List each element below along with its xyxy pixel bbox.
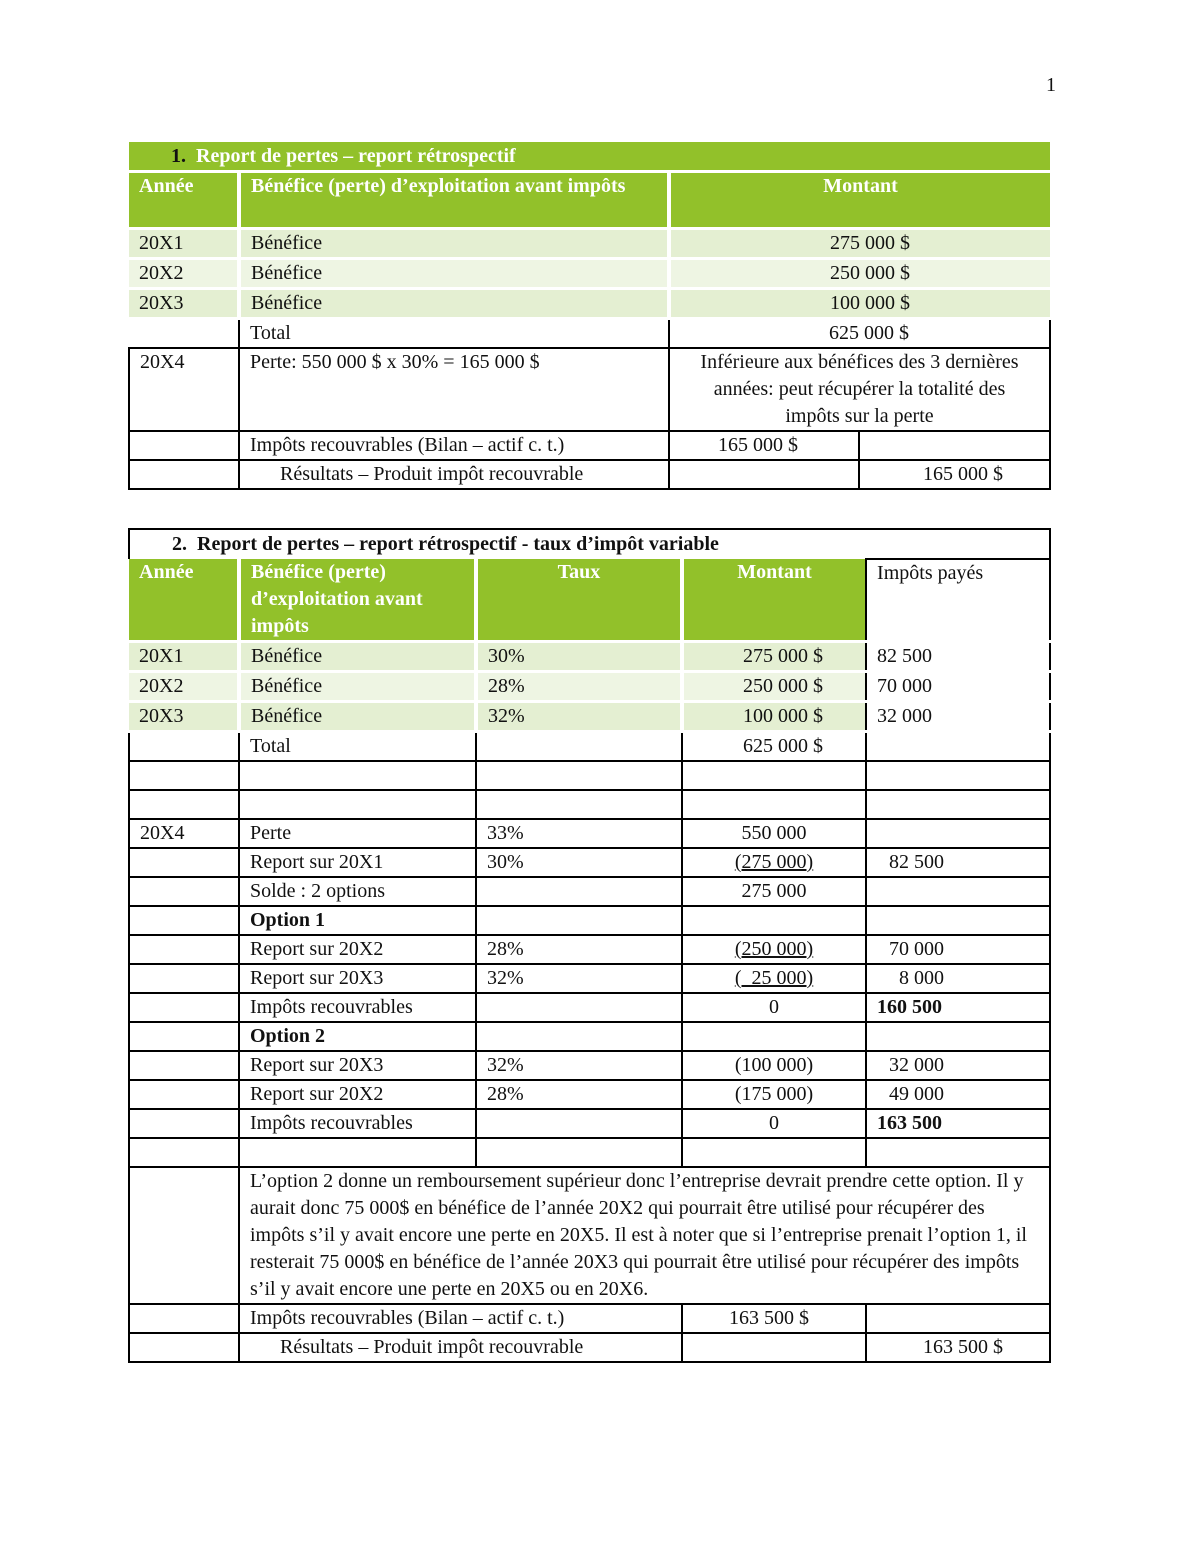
conclusion-row bbox=[129, 1167, 1050, 1304]
table-row: 20X3 Bénéfice 32% 100 000 $ 32 000 bbox=[129, 702, 1050, 732]
header-description: Bénéfice (perte) d’exploitation avant impôts bbox=[239, 172, 669, 229]
header-rate: Taux bbox=[476, 559, 682, 642]
calc-row: Report sur 20X1 30% (275 000) 82 500 bbox=[129, 848, 1050, 877]
header-amount: Montant bbox=[669, 172, 1050, 229]
loss-row: 20X4 Perte: 550 000 $ x 30% = 165 000 $ Inférieure aux bénéfices des 3 dernières années: peut récupérer la totalité des impôts sur la perte bbox=[129, 348, 1050, 431]
conclusion-text: L’option 2 donne un remboursement supérieur donc l’entreprise devrait prendre cette option. Il y aurait donc 75 000$ en bénéfice de l’année 20X2 qui pourrait être utilisé pour récupérer des impôts s’il y avait encore une perte en 20X5. Il est à noter que si l’entreprise prenait l’option 1, il resterait 75 000$ en bénéfice de l’année 20X3 qui pourrait être utilisé pour récupérer des impôts s’il y avait encore une perte en 20X5 ou en 20X6. bbox=[239, 1167, 1050, 1304]
recoverable-row: Impôts recouvrables (Bilan – actif c. t.) 163 500 $ bbox=[129, 1304, 1050, 1333]
result-row: Résultats – Produit impôt recouvrable 165 000 $ bbox=[129, 460, 1050, 489]
header-description: Bénéfice (perte) d’exploitation avant impôts bbox=[239, 559, 476, 642]
table-row: 20X2 Bénéfice 250 000 $ bbox=[129, 259, 1050, 289]
header-taxes-paid: Impôts payés bbox=[866, 559, 1050, 642]
calc-row: Report sur 20X3 32% ( 25 000) 8 000 bbox=[129, 964, 1050, 993]
empty-row bbox=[129, 761, 1050, 790]
total-row: Total 625 000 $ bbox=[129, 319, 1050, 349]
calc-row: Report sur 20X3 32% (100 000) 32 000 bbox=[129, 1051, 1050, 1080]
table-row: 20X1 Bénéfice 30% 275 000 $ 82 500 bbox=[129, 642, 1050, 672]
recoverable-row: Impôts recouvrables (Bilan – actif c. t.) 165 000 $ bbox=[129, 431, 1050, 460]
calc-row: Solde : 2 options 275 000 bbox=[129, 877, 1050, 906]
table-title: 1. Report de pertes – report rétrospectif bbox=[129, 142, 1050, 172]
page-number: 1 bbox=[1046, 74, 1056, 96]
calc-row: Report sur 20X2 28% (250 000) 70 000 bbox=[129, 935, 1050, 964]
header-amount: Montant bbox=[682, 559, 866, 642]
table-row: 20X3 Bénéfice 100 000 $ bbox=[129, 289, 1050, 319]
table-title: 2. Report de pertes – report rétrospectif - taux d’impôt variable bbox=[129, 529, 866, 559]
table-row: 20X2 Bénéfice 28% 250 000 $ 70 000 bbox=[129, 672, 1050, 702]
calc-row: Report sur 20X2 28% (175 000) 49 000 bbox=[129, 1080, 1050, 1109]
calc-row: Option 2 bbox=[129, 1022, 1050, 1051]
table-title-row bbox=[129, 142, 1050, 172]
header-row bbox=[129, 172, 1050, 229]
loss-carryback-table bbox=[128, 142, 1051, 490]
result-row: Résultats – Produit impôt recouvrable 163 500 $ bbox=[129, 1333, 1050, 1362]
header-year: Année bbox=[129, 172, 239, 229]
variable-rate-table bbox=[128, 528, 1051, 1363]
calc-row: 20X4 Perte 33% 550 000 bbox=[129, 819, 1050, 848]
table-row: 20X1 Bénéfice 275 000 $ bbox=[129, 229, 1050, 259]
empty-row bbox=[129, 1138, 1050, 1167]
empty-row bbox=[129, 790, 1050, 819]
calc-row: Option 1 bbox=[129, 906, 1050, 935]
table-title-row bbox=[129, 529, 1050, 559]
calc-row: Impôts recouvrables 0 160 500 bbox=[129, 993, 1050, 1022]
calc-row: Impôts recouvrables 0 163 500 bbox=[129, 1109, 1050, 1138]
header-row bbox=[129, 559, 1050, 642]
total-row: Total 625 000 $ bbox=[129, 732, 1050, 762]
header-year: Année bbox=[129, 559, 239, 642]
